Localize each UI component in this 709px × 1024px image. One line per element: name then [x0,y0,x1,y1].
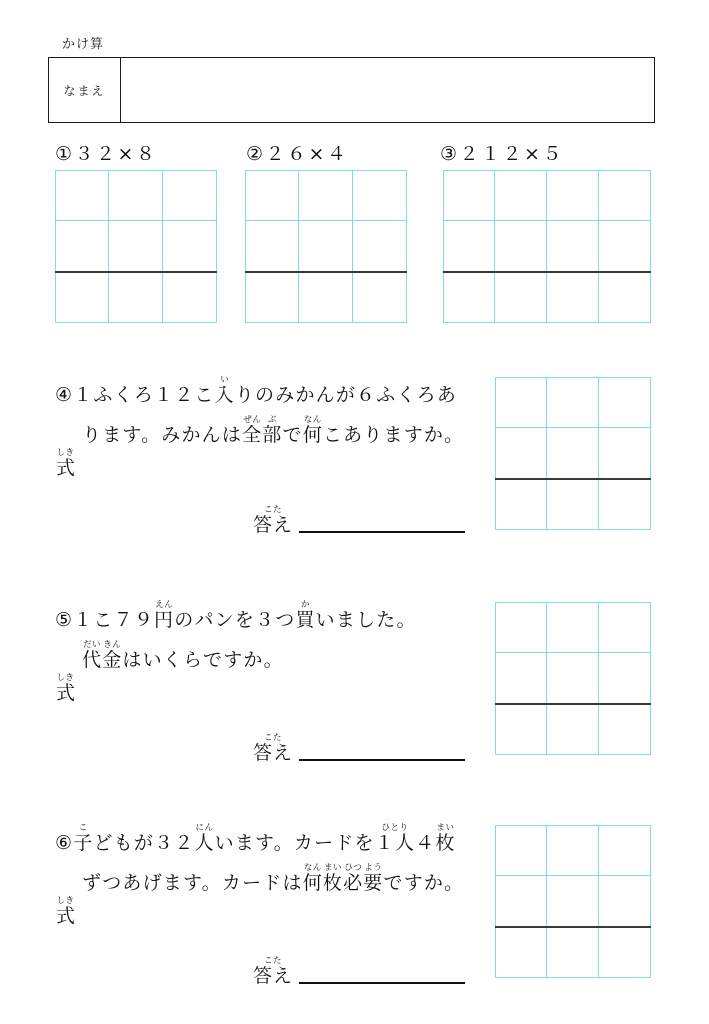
calculation-rule-line [245,271,407,273]
plain-segment: います。カードを [214,832,375,854]
grid-cell[interactable] [495,653,547,704]
ruby-segment [154,600,175,631]
problem-5-answer-text: 答え [253,742,294,764]
grid-cell[interactable] [599,377,651,428]
ruby-annotation: こ [73,823,94,833]
name-input-field[interactable] [121,58,654,122]
ruby-annotation: えん [154,600,175,610]
problem-5-line-2-text [82,640,284,672]
ruby-segment [242,415,263,446]
grid-cell[interactable] [547,377,599,428]
grid-cell[interactable] [245,221,299,272]
grid-cell[interactable] [547,170,599,221]
grid-cell[interactable] [443,221,495,272]
grid-cell[interactable] [495,704,547,755]
ruby-base: 金 [102,649,123,671]
ruby-annotation: だい [82,640,103,650]
problem-4-line-1-text [73,375,458,406]
plain-segment: ４ [415,832,436,854]
grid-cell[interactable] [599,272,651,323]
ruby-base: 枚 [322,872,344,894]
ruby-segment [82,640,103,671]
problem-5-shiki-label [56,673,75,705]
ruby-segment [322,863,344,894]
ruby-annotation: まい [322,863,344,873]
problem-6-answer-label [253,956,293,988]
grid-cell[interactable] [443,170,495,221]
grid-cell[interactable] [599,704,651,755]
grid-cell[interactable] [547,927,599,978]
ruby-base: 要 [363,872,384,894]
grid-cell[interactable] [547,653,599,704]
ruby-annotation: ひとり [374,823,416,833]
ruby-base: 買 [295,609,316,631]
problem-1-marker: ① [55,143,75,165]
grid-cell[interactable] [599,170,651,221]
problem-4-answer-row [253,505,465,537]
grid-cell[interactable] [599,221,651,272]
ruby-segment [302,415,323,446]
problem-1-heading [55,139,157,166]
problem-6-shiki-text: 式 [56,905,76,927]
grid-cell[interactable] [245,170,299,221]
problem-3-marker: ③ [440,143,460,165]
grid-cell[interactable] [109,221,163,272]
ruby-annotation: よう [363,863,384,873]
calculation-rule-line [55,271,217,273]
grid-cell[interactable] [109,170,163,221]
ruby-segment [343,863,364,894]
problem-4-answer-text: 答え [253,514,294,536]
plain-segment: こありますか。 [322,424,465,446]
problem-6-answer-row [253,956,465,988]
problem-5-answer-ruby: こた [253,733,294,743]
grid-cell[interactable] [495,602,547,653]
name-box [48,57,655,123]
ruby-annotation: ぜん [242,415,263,425]
calculation-grid-3[interactable] [443,170,651,323]
calculation-rule-line [443,271,651,273]
ruby-segment [262,415,283,446]
problem-3-expression: ２１２×５ [459,143,564,165]
ruby-segment [435,823,456,854]
ruby-segment [295,600,316,631]
problem-1-expression: ３２×８ [74,143,158,165]
calculation-grid-5[interactable] [495,602,651,755]
ruby-base: 入 [214,384,235,406]
grid-cell[interactable] [547,602,599,653]
grid-cell[interactable] [547,825,599,876]
problem-4-marker: ④ [55,384,74,406]
grid-cell[interactable] [299,170,353,221]
problem-4-shiki-text: 式 [56,457,76,479]
grid-cell[interactable] [599,479,651,530]
grid-cell[interactable] [547,479,599,530]
plain-segment: はいくらですか。 [122,649,284,671]
problem-4-answer-label [253,505,293,537]
grid-cell[interactable] [55,221,109,272]
plain-segment: ですか。 [383,872,465,894]
grid-cell[interactable] [495,825,547,876]
grid-cell[interactable] [599,825,651,876]
grid-cell[interactable] [547,428,599,479]
ruby-base: 人 [194,832,215,854]
ruby-base: 子 [73,832,94,854]
grid-cell[interactable] [353,221,407,272]
plain-segment: ずつあげます。カードは [82,872,303,894]
grid-cell[interactable] [299,221,353,272]
grid-cell[interactable] [495,927,547,978]
problem-5-answer-row [253,733,465,765]
problem-5-answer-label [253,733,293,765]
calculation-grid-4[interactable] [495,377,651,530]
grid-cell[interactable] [547,704,599,755]
ruby-segment [73,823,94,854]
calculation-rule-line [495,703,651,705]
grid-cell[interactable] [55,272,109,323]
problem-4-answer-ruby: こた [253,505,294,515]
grid-cell[interactable] [353,272,407,323]
grid-cell[interactable] [495,876,547,927]
problem-6-answer-blank[interactable] [299,982,465,984]
problem-5-shiki-ruby: しき [56,673,76,683]
grid-cell[interactable] [599,876,651,927]
problem-5-line-1-text [73,600,417,631]
plain-segment: ります。みかんは [82,424,243,446]
grid-cell[interactable] [353,170,407,221]
problem-6-line-1-text [73,823,456,854]
problem-4-line-2-text [82,415,464,447]
grid-cell[interactable] [55,170,109,221]
calculation-grid-1[interactable] [55,170,217,323]
ruby-base: 枚 [435,832,456,854]
name-label-cell [49,58,121,122]
ruby-base: 代 [82,649,103,671]
problem-5-line-1 [55,600,417,632]
problem-6-line-2-text [82,863,464,895]
ruby-segment [374,823,416,854]
problem-5-marker: ⑤ [55,609,74,631]
ruby-base: 必 [343,872,364,894]
grid-cell[interactable] [547,876,599,927]
calculation-rule-line [495,478,651,480]
grid-cell[interactable] [495,170,547,221]
grid-cell[interactable] [245,272,299,323]
grid-cell[interactable] [495,479,547,530]
problem-4-answer-blank[interactable] [299,531,465,533]
calculation-grid-6[interactable] [495,825,651,978]
problem-6-shiki-label [56,896,75,928]
grid-cell[interactable] [495,221,547,272]
grid-cell[interactable] [599,927,651,978]
ruby-base: 何 [302,872,323,894]
grid-cell[interactable] [163,221,217,272]
problem-4-shiki-label [56,448,75,480]
grid-cell[interactable] [599,653,651,704]
ruby-annotation: ぶ [262,415,283,425]
grid-cell[interactable] [495,428,547,479]
grid-cell[interactable] [599,602,651,653]
grid-cell[interactable] [599,428,651,479]
calculation-grid-2[interactable] [245,170,407,323]
problem-4-shiki-ruby: しき [56,448,76,458]
grid-cell[interactable] [547,272,599,323]
ruby-annotation: きん [102,640,123,650]
plain-segment: のパンを３つ [174,609,296,631]
plain-segment: １ふくろ１２こ [73,384,215,406]
problem-6-line-1 [55,823,456,855]
problem-6-answer-text: 答え [253,965,294,987]
grid-cell[interactable] [443,272,495,323]
problem-3-heading [440,139,564,166]
ruby-segment [302,863,323,894]
problem-4-line-1 [55,375,457,407]
grid-cell[interactable] [495,377,547,428]
ruby-segment [363,863,384,894]
grid-cell[interactable] [109,272,163,323]
grid-cell[interactable] [299,272,353,323]
plain-segment: で [282,424,303,446]
problem-2-heading [246,139,348,166]
plain-segment: りのみかんが６ふくろあ [234,384,458,406]
ruby-base: 何 [302,424,323,446]
ruby-base: 部 [262,424,283,446]
plain-segment: いました。 [315,609,417,631]
name-label: なまえ [63,83,106,98]
ruby-annotation: か [295,600,316,610]
problem-6-answer-ruby: こた [253,956,294,966]
ruby-base: 全 [242,424,263,446]
plain-segment: １こ７９ [73,609,155,631]
ruby-annotation: にん [194,823,215,833]
grid-cell[interactable] [163,170,217,221]
ruby-annotation: い [214,375,235,385]
plain-segment: どもが３２ [93,832,195,854]
problem-5-shiki-text: 式 [56,682,76,704]
sheet-title: かけ算 [62,37,105,52]
calculation-rule-line [495,926,651,928]
ruby-segment [194,823,215,854]
grid-cell[interactable] [547,221,599,272]
ruby-base: 円 [154,609,175,631]
problem-6-marker: ⑥ [55,832,74,854]
ruby-annotation: なん [302,863,323,873]
ruby-annotation: ひつ [343,863,364,873]
problem-5-answer-blank[interactable] [299,759,465,761]
problem-2-marker: ② [246,143,266,165]
grid-cell[interactable] [495,272,547,323]
ruby-annotation: なん [302,415,323,425]
grid-cell[interactable] [163,272,217,323]
problem-2-expression: ２６×４ [265,143,349,165]
problem-6-shiki-ruby: しき [56,896,76,906]
ruby-base: １人 [374,832,416,854]
ruby-segment [214,375,235,406]
ruby-annotation: まい [435,823,456,833]
ruby-segment [102,640,123,671]
